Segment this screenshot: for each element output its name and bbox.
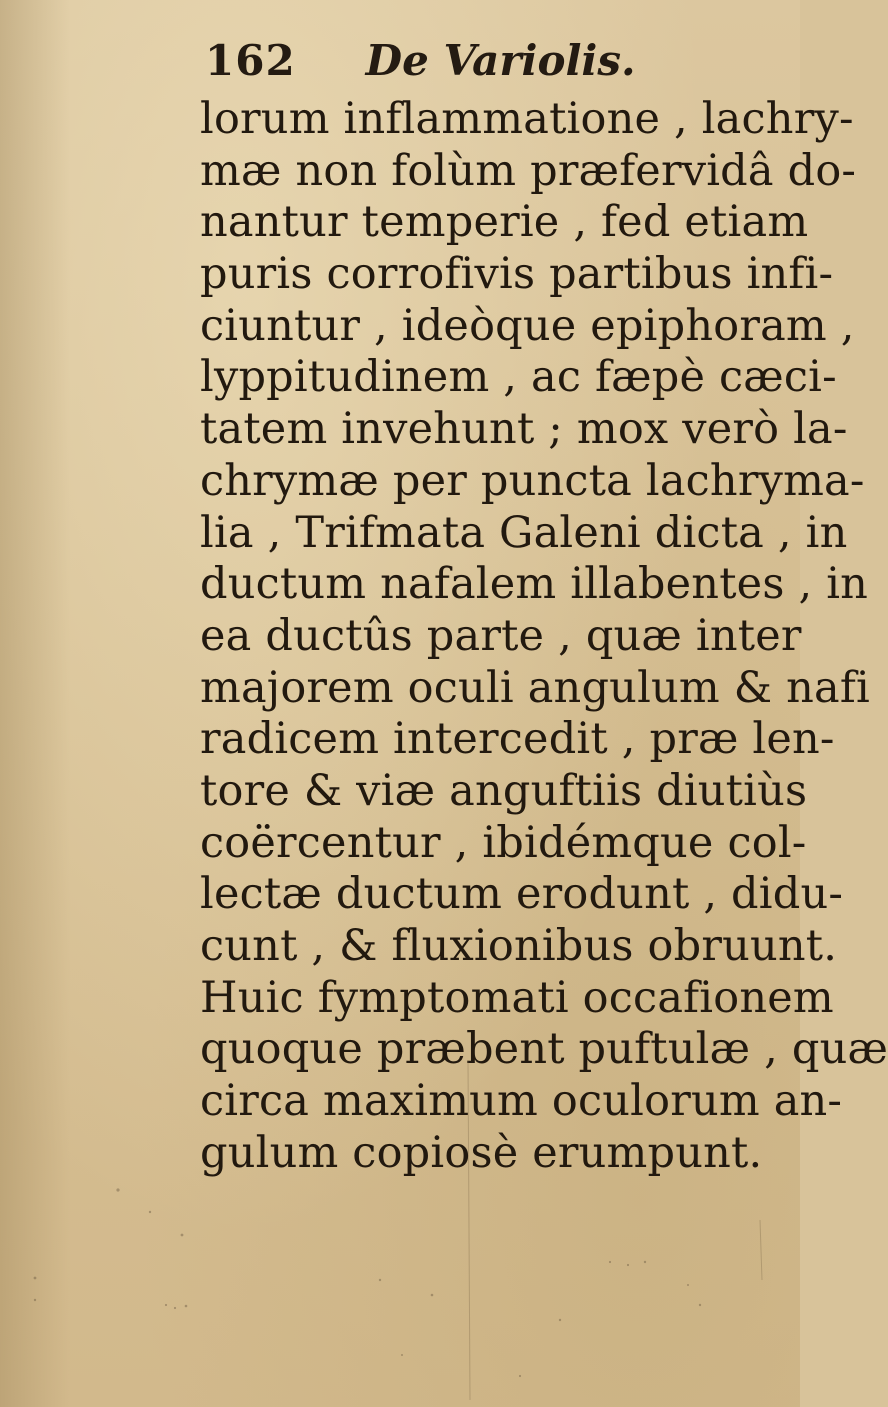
running-head <box>205 36 765 92</box>
body-text <box>200 94 888 1179</box>
text-line: chrymæ per puncta lachryma- <box>200 455 865 506</box>
text-line: gulum copiosè erumpunt. <box>200 1127 763 1178</box>
text-line: circa maximum oculorum an- <box>200 1076 843 1127</box>
text-line: lorum inflammatione , lachry- <box>200 94 854 144</box>
text-line: ea ductûs parte , quæ inter <box>200 610 802 661</box>
text-line: Huic fymptomati occafionem <box>200 972 834 1023</box>
text-line: nantur temperie , fed etiam <box>200 197 809 248</box>
text-line: radicem intercedit , præ len- <box>200 714 835 765</box>
text-line: mæ non folùm præfervidâ do- <box>200 145 857 196</box>
text-line: lia , Trifmata Galeni dicta , in <box>200 507 848 558</box>
running-title: De Variolis. <box>365 36 636 85</box>
text-line: ductum nafalem illabentes , in <box>200 559 869 610</box>
text-line: lyppitudinem , ac fæpè cæci- <box>200 352 837 403</box>
text-line: lectæ ductum erodunt , didu- <box>200 869 844 920</box>
text-line: quoque præbent puftulæ , quæ <box>200 1024 888 1075</box>
page-number: 162 <box>205 36 296 85</box>
text-line: majorem oculi angulum & nafi <box>200 662 870 713</box>
text-line: cunt , & fluxionibus obruunt. <box>200 921 838 971</box>
text-line: ciuntur , ideòque epiphoram , <box>200 300 855 351</box>
text-line: coërcentur , ibidémque col- <box>200 817 807 868</box>
text-line: puris corrofivis partibus infi- <box>200 249 834 300</box>
text-line: tatem invehunt ; mox verò la- <box>200 404 848 455</box>
text-line: tore & viæ anguftiis diutiùs <box>200 765 808 816</box>
